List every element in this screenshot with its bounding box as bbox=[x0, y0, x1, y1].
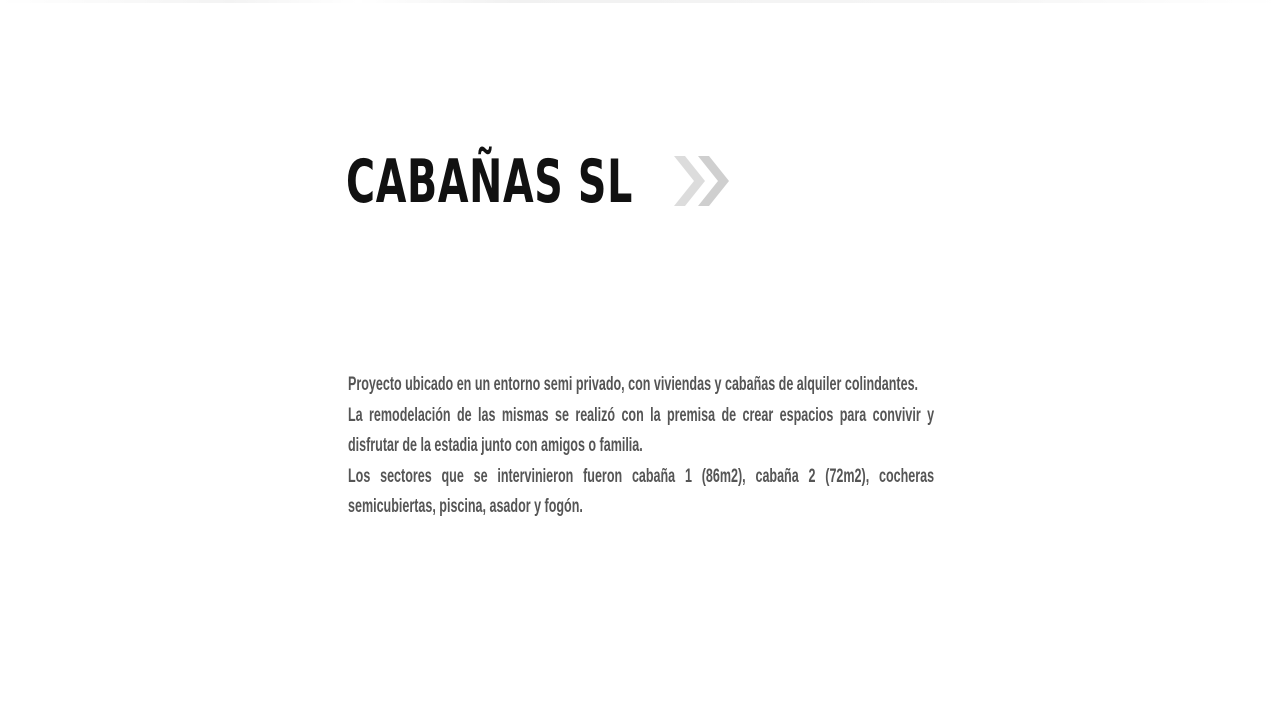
top-edge-strip bbox=[0, 0, 1280, 3]
description-paragraph-3: Los sectores que se intervinieron fueron cabaña 1 (86m2), cabaña 2 (72m2), cocheras semicubiertas, piscina, asador y fogón. bbox=[348, 465, 935, 517]
title-row bbox=[346, 142, 640, 222]
description-paragraph-1: Proyecto ubicado en un entorno semi privado, con viviendas y cabañas de alquiler colindantes. bbox=[348, 374, 919, 395]
project-description bbox=[348, 370, 934, 523]
description-paragraph-2: La remodelación de las mismas se realizó con la premisa de crear espacios para convivir y disfrutar de la estadia junto con amigos o familia. bbox=[348, 404, 935, 456]
double-chevron-right-icon bbox=[672, 152, 738, 210]
page-title: CABAÑAS SL bbox=[346, 147, 633, 217]
